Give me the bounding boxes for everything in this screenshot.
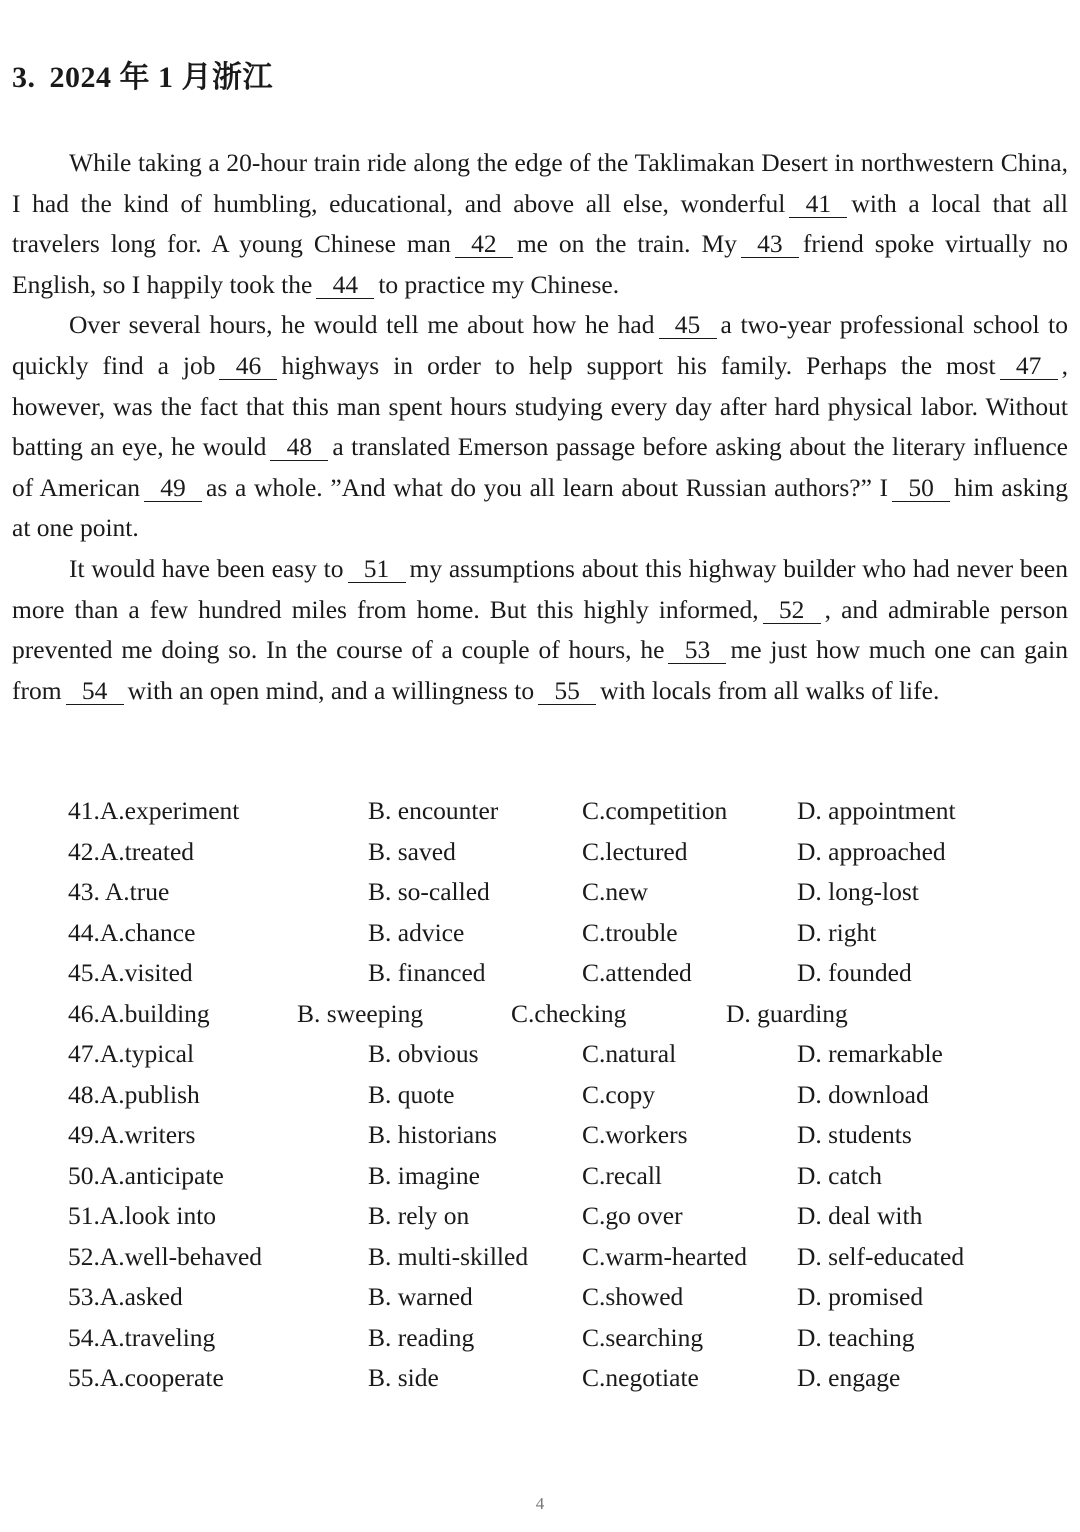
section-title: 2024 年 1 月浙江 [49,61,273,94]
option-a: 43. A.true [68,877,170,906]
option-a: 49.A.writers [68,1120,196,1149]
option-a: 55.A.cooperate [68,1363,224,1392]
option-b: B. rely on [368,1201,470,1230]
option-c: C.searching [582,1322,704,1352]
blank-45: 45 [659,312,717,339]
option-b: B. encounter [368,796,499,825]
option-a: 48.A.publish [68,1079,200,1109]
page-number: 4 [535,1494,545,1513]
option-row [0,832,1080,873]
passage-text: my assumptions about this highway builder who had never been more than a few hundred miles from home. But this highly informed, [12,553,1069,624]
option-b: B. reading [368,1322,475,1352]
blank-42: 42 [455,231,513,258]
option-d: D. remarkable [797,1039,943,1068]
option-a: 44.A.chance [68,917,196,947]
blank-43: 43 [741,231,799,258]
option-c: C.trouble [582,917,678,947]
option-row [0,1277,1080,1318]
blank-52: 52 [763,597,821,624]
option-a: 45.A.visited [68,958,193,987]
option-c: C.recall [582,1160,662,1190]
option-c: C.warm-hearted [582,1241,747,1271]
option-a: 51.A.look into [68,1201,217,1230]
blank-54: 54 [66,678,124,705]
option-row [0,1237,1080,1278]
option-d: D. students [797,1120,912,1149]
passage-text: Over several hours, he would tell me about how he had [69,310,655,340]
passage-text: highways in order to help support his family. Perhaps the most [281,350,996,380]
option-b: B. multi-skilled [368,1241,529,1271]
option-c: C.workers [582,1120,688,1149]
passage-text: with an open mind, and a willingness to [127,675,535,705]
option-d: D. guarding [726,998,848,1028]
passage-text: as a whole. ”And what do you all learn about Russian authors?” I [206,472,889,502]
option-row [0,872,1080,913]
blank-55: 55 [538,678,596,705]
option-d: D. teaching [797,1322,915,1352]
option-d: D. download [797,1079,929,1109]
option-a: 50.A.anticipate [68,1160,224,1190]
option-b: B. so-called [368,877,490,906]
passage-text: , and admirable person prevented me doing so. In the course of a couple of hours, he [12,594,1068,665]
option-row [0,913,1080,954]
option-row [0,791,1080,832]
option-d: D. deal with [797,1201,923,1230]
option-c: C.new [582,877,648,906]
option-b: B. side [368,1363,439,1392]
blank-44: 44 [316,272,374,299]
option-d: D. founded [797,958,912,987]
passage-text: me on the train. My [516,229,737,259]
paragraph-1 [12,143,1068,305]
option-b: B. saved [368,836,456,866]
blank-41: 41 [789,191,847,218]
option-b: B. obvious [368,1039,479,1068]
passage-text: a two-year professional school to quickly find a job [12,310,1068,380]
blank-47: 47 [1000,353,1058,380]
blank-51: 51 [348,556,406,583]
option-d: D. right [797,917,877,947]
option-c: C.negotiate [582,1363,699,1392]
option-c: C.go over [582,1201,683,1230]
options-list [0,791,1080,1399]
option-d: D. self-educated [797,1241,965,1271]
option-row [0,1358,1080,1399]
option-b: B. warned [368,1282,473,1311]
passage-text: , however, was the fact that this man spent hours studying every day after hard physical labor. Without batting an eye, he would [12,350,1069,462]
option-a: 41.A.experiment [68,796,240,825]
option-c: C.natural [582,1039,677,1068]
option-row [0,1034,1080,1075]
option-c: C.copy [582,1079,655,1109]
option-a: 46.A.building [68,998,210,1028]
option-c: C.competition [582,796,728,825]
passage-text: him asking at one point. [12,472,1068,543]
blank-49: 49 [144,475,202,502]
option-b: B. financed [368,958,486,987]
option-c: C.showed [582,1282,684,1311]
option-row [0,994,1080,1035]
option-b: B. advice [368,917,465,947]
option-row [0,953,1080,994]
passage-text: me just how much one can gain from [12,635,1068,705]
passage-text: While taking a 20-hour train ride along the edge of the Taklimakan Desert in northwestern China, I had the kind of humbling, educational, and above all else, wonderful [12,148,1068,218]
passage-text: friend spoke virtually no English, so I happily took the [12,229,1068,299]
option-b: B. quote [368,1079,455,1109]
option-row [0,1075,1080,1116]
passage-text: with a local that all travelers long for. A young Chinese man [12,188,1068,259]
blank-50: 50 [892,475,950,502]
option-d: D. appointment [797,796,956,825]
blank-46: 46 [219,353,277,380]
option-d: D. long-lost [797,877,919,906]
option-d: D. approached [797,836,946,866]
cloze-passage [12,143,1068,711]
option-row [0,1196,1080,1237]
option-d: D. promised [797,1282,924,1311]
passage-text: a translated Emerson passage before asking about the literary influence of American [12,432,1068,502]
option-row [0,1115,1080,1156]
section-heading [12,52,273,96]
option-b: B. sweeping [297,998,424,1028]
section-number: 3. [12,61,36,94]
blank-53: 53 [668,637,726,664]
option-c: C.lectured [582,836,688,866]
passage-text: with locals from all walks of life. [600,675,940,705]
option-a: 47.A.typical [68,1039,195,1068]
paragraph-2 [12,305,1068,549]
option-row [0,1156,1080,1197]
passage-text: to practice my Chinese. [378,269,620,299]
blank-48: 48 [270,434,328,461]
option-row [0,1318,1080,1359]
option-b: B. imagine [368,1160,480,1190]
option-a: 53.A.asked [68,1282,183,1311]
passage-text: It would have been easy to [69,553,344,583]
option-a: 52.A.well-behaved [68,1241,263,1271]
option-a: 54.A.traveling [68,1322,216,1352]
paragraph-3 [12,549,1068,711]
option-d: D. catch [797,1160,882,1190]
option-b: B. historians [368,1120,497,1149]
option-c: C.checking [511,998,627,1028]
option-a: 42.A.treated [68,836,195,866]
option-c: C.attended [582,958,692,987]
option-d: D. engage [797,1363,901,1392]
